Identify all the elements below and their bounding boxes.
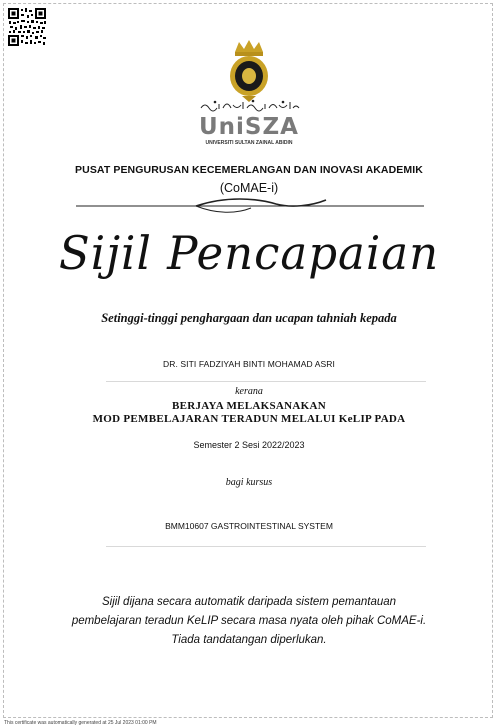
arabic-script — [201, 100, 299, 111]
logo-university-name: UNIVERSITI SULTAN ZAINAL ABIDIN — [205, 140, 293, 146]
unisza-logo — [195, 38, 303, 156]
course-name: BMM10607 GASTROINTESTINAL SYSTEM — [165, 521, 333, 531]
bagi-kursus-label: bagi kursus — [225, 477, 273, 488]
course-rule — [106, 546, 426, 547]
achievement-line-1: BERJAYA MELAKSANAKAN — [171, 400, 327, 412]
crown-emblem — [230, 40, 268, 102]
kerana-label: kerana — [235, 386, 263, 397]
semester-text: Semester 2 Sesi 2022/2023 — [193, 440, 305, 450]
certificate-subtitle: Setinggi-tinggi penghargaan dan ucapan tahniah kepada — [101, 311, 397, 325]
decorative-swash — [76, 196, 424, 220]
certificate-title: Sijil Pencapaian — [58, 226, 440, 280]
organization-name: PUSAT PENGURUSAN KECEMERLANGAN DAN INOVASI AKADEMIK — [75, 164, 423, 176]
recipient-rule — [106, 381, 426, 382]
logo-wordmark: UniSZA — [199, 114, 299, 140]
note-line-3: Tiada tandatangan diperlukan. — [171, 634, 327, 646]
qr-code — [7, 7, 47, 47]
recipient-name: DR. SITI FADZIYAH BINTI MOHAMAD ASRI — [162, 359, 336, 369]
generated-timestamp: This certificate was automatically generated at 25 Jul 2023 01:00 PM — [4, 720, 157, 726]
organization-abbreviation: (CoMAE-i) — [219, 181, 279, 195]
achievement-line-2: MOD PEMBELAJARAN TERADUN MELALUI KeLIP PADA — [92, 413, 406, 425]
auto-generated-note — [0, 593, 498, 650]
note-line-2: pembelajaran teradun KeLIP secara masa nyata oleh pihak CoMAE-i. — [71, 615, 427, 627]
note-line-1: Sijil dijana secara automatik daripada sistem pemantauan — [101, 596, 397, 608]
